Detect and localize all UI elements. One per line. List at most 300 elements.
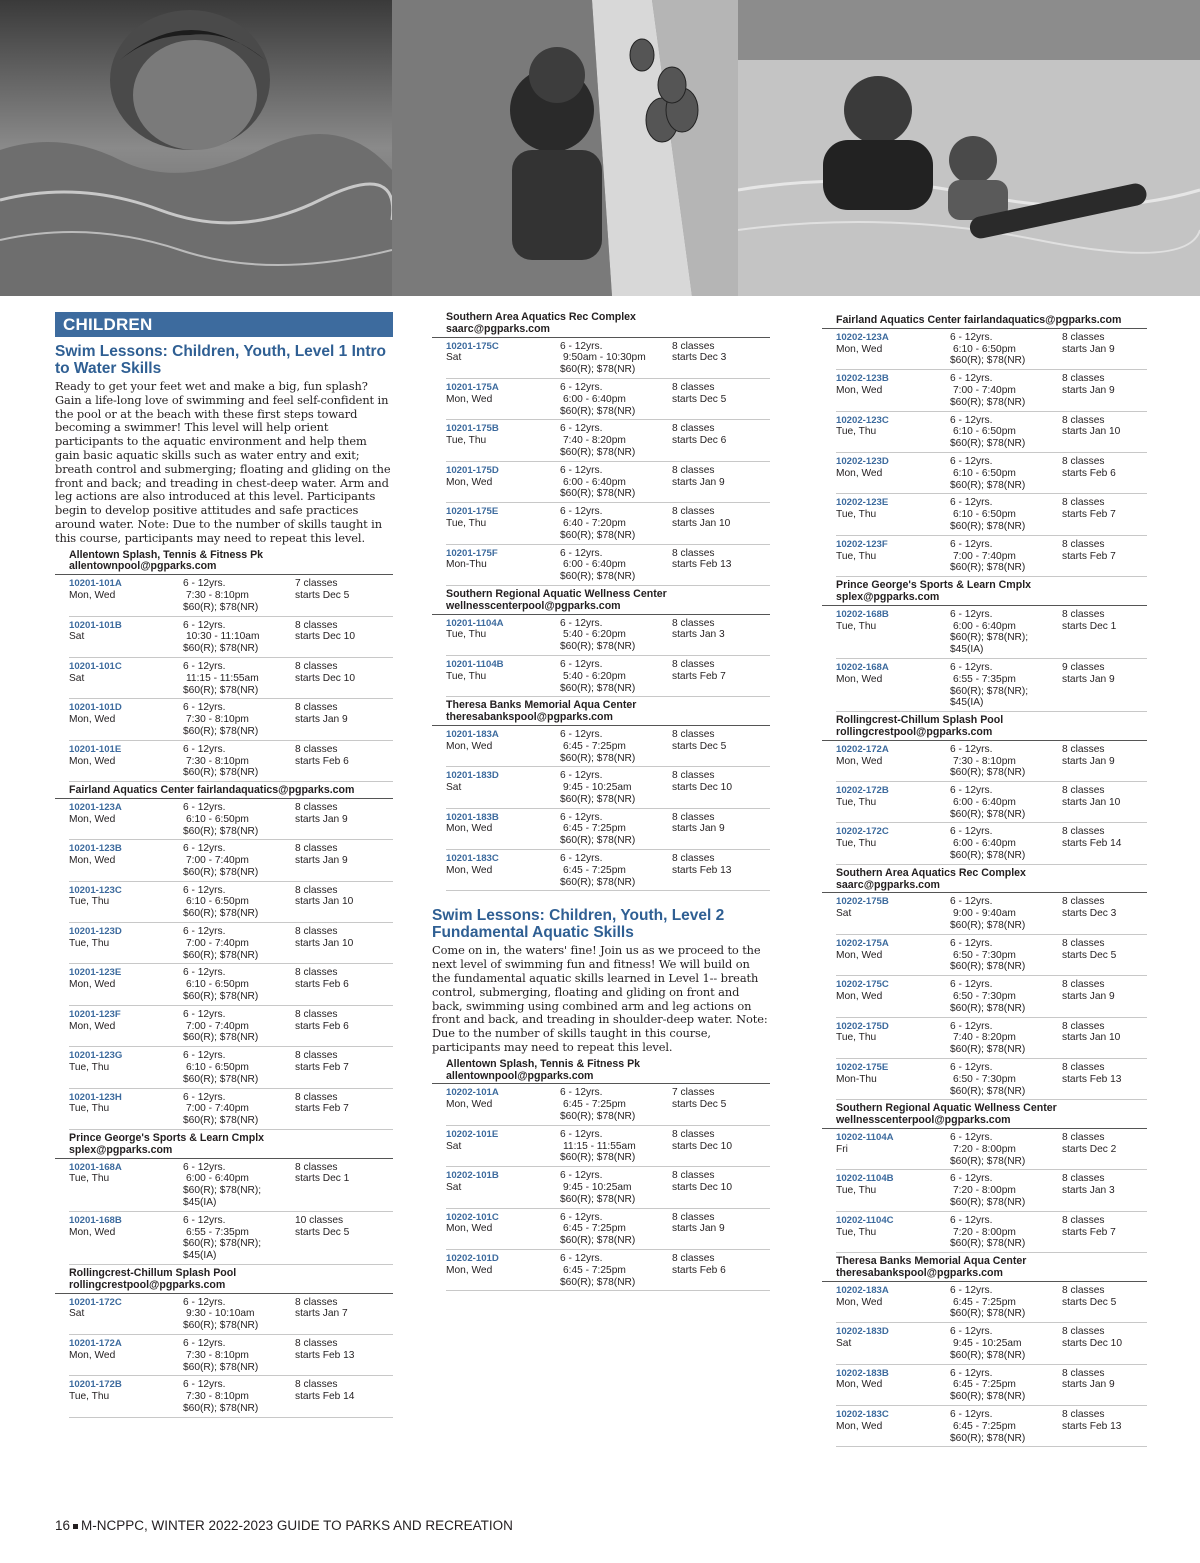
level2-listings-part2 xyxy=(822,315,1147,1447)
class-code[interactable]: 10202-183A xyxy=(836,1284,889,1296)
class-row[interactable] xyxy=(69,658,393,699)
class-cell-time xyxy=(183,885,295,920)
class-cell-time xyxy=(183,702,295,737)
class-cell-id xyxy=(836,1062,950,1097)
class-cell-schedule xyxy=(1062,785,1147,820)
class-code[interactable]: 10202-123B xyxy=(836,373,889,385)
location-email[interactable]: saarc@pgparks.com xyxy=(446,322,550,335)
class-time: 10:30 - 11:10am xyxy=(186,631,260,643)
class-age: 6 - 12yrs. xyxy=(183,801,226,813)
class-code[interactable]: 10202-168B xyxy=(836,608,889,620)
class-row[interactable] xyxy=(69,799,393,840)
class-cell-id xyxy=(69,744,183,779)
class-code[interactable]: 10202-183D xyxy=(836,1326,889,1338)
class-time: 11:15 - 11:55am xyxy=(563,1140,636,1152)
class-code[interactable]: 10202-101B xyxy=(446,1170,499,1182)
class-row[interactable] xyxy=(446,1167,770,1208)
class-cell-schedule xyxy=(672,1253,770,1288)
location-email[interactable]: saarc@pgparks.com xyxy=(836,878,940,891)
class-start: starts Dec 5 xyxy=(672,393,727,405)
class-start: starts Jan 9 xyxy=(672,1223,725,1235)
class-row[interactable] xyxy=(836,741,1147,782)
class-row[interactable] xyxy=(446,1209,770,1250)
class-time: 7:30 - 8:10pm xyxy=(186,589,249,601)
class-cell-time xyxy=(183,967,295,1002)
class-cell-schedule xyxy=(1062,1326,1147,1361)
location-email[interactable]: theresabankspool@pgparks.com xyxy=(836,1266,1003,1279)
class-code[interactable]: 10202-123D xyxy=(836,455,889,467)
class-count: 8 classes xyxy=(295,884,338,896)
class-row[interactable] xyxy=(446,850,770,891)
class-cell-time xyxy=(950,373,1062,408)
class-days: Tue, Thu xyxy=(446,629,487,641)
location-header xyxy=(822,1103,1147,1129)
class-fee: $60(R); $78(NR) xyxy=(560,876,636,888)
class-code[interactable]: 10202-172A xyxy=(836,743,889,755)
class-fee: $60(R); $78(NR) xyxy=(560,405,636,417)
class-code[interactable]: 10201-101B xyxy=(69,619,122,631)
class-cell-schedule xyxy=(1062,979,1147,1014)
class-cell-schedule xyxy=(1062,1368,1147,1403)
class-cell-time xyxy=(560,1170,672,1205)
class-code[interactable]: 10201-172A xyxy=(69,1337,122,1349)
class-cell-time xyxy=(950,497,1062,532)
class-cell-id xyxy=(446,1253,560,1288)
class-cell-id xyxy=(446,341,560,376)
class-fee: $60(R); $78(NR) xyxy=(950,1044,1026,1056)
location-email[interactable]: allentownpool@pgparks.com xyxy=(69,560,217,573)
class-age: 6 - 12yrs. xyxy=(183,1050,226,1062)
class-age: 6 - 12yrs. xyxy=(950,331,993,343)
class-cell-schedule xyxy=(1062,1021,1147,1056)
class-days: Mon, Wed xyxy=(446,1264,493,1276)
class-cell-id xyxy=(69,1215,183,1262)
class-code[interactable]: 10201-172C xyxy=(69,1296,122,1308)
class-row[interactable] xyxy=(69,1376,393,1417)
class-row[interactable] xyxy=(836,782,1147,823)
class-count: 8 classes xyxy=(672,506,715,518)
class-time: 7:00 - 7:40pm xyxy=(186,1020,249,1032)
class-time: 6:45 - 7:25pm xyxy=(563,1264,626,1276)
class-age: 6 - 12yrs. xyxy=(183,1337,226,1349)
class-fee: $60(R); $78(NR) xyxy=(560,641,636,653)
class-fee: $60(R); $78(NR) xyxy=(950,961,1026,973)
class-code[interactable]: 10201-101E xyxy=(69,743,122,755)
class-code[interactable]: 10201-175F xyxy=(446,547,498,559)
class-count: 8 classes xyxy=(295,1008,338,1020)
location-email[interactable]: theresabankspool@pgparks.com xyxy=(446,711,613,724)
location-email[interactable]: rollingcrestpool@pgparks.com xyxy=(836,725,993,738)
level2-title: Swim Lessons: Children, Youth, Level 2 Fundamental Aquatic Skills xyxy=(432,907,725,942)
location-header xyxy=(55,785,393,799)
class-cell-id xyxy=(836,938,950,973)
class-time: 6:10 - 6:50pm xyxy=(186,813,249,825)
class-fee: $60(R); $78(NR); $45(IA) xyxy=(950,685,1029,709)
class-row[interactable] xyxy=(69,1294,393,1335)
class-row[interactable] xyxy=(836,370,1147,411)
class-code[interactable]: 10201-123C xyxy=(69,884,122,896)
class-age: 6 - 12yrs. xyxy=(950,538,993,550)
class-cell-id xyxy=(69,1092,183,1127)
class-code[interactable]: 10201-175C xyxy=(446,340,499,352)
class-cell-schedule xyxy=(672,382,770,417)
class-code[interactable]: 10201-175D xyxy=(446,464,499,476)
class-code[interactable]: 10201-101D xyxy=(69,702,122,714)
class-row[interactable] xyxy=(836,606,1147,659)
class-age: 6 - 12yrs. xyxy=(950,1367,993,1379)
class-cell-id xyxy=(69,1379,183,1414)
class-code[interactable]: 10202-123C xyxy=(836,414,889,426)
class-cell-id xyxy=(836,332,950,367)
class-row[interactable] xyxy=(836,893,1147,934)
class-code[interactable]: 10201-123H xyxy=(69,1091,122,1103)
class-code[interactable]: 10202-101A xyxy=(446,1087,499,1099)
class-start: starts Feb 14 xyxy=(1062,838,1122,850)
class-cell-schedule xyxy=(295,1092,393,1127)
class-row[interactable] xyxy=(836,412,1147,453)
class-row[interactable] xyxy=(69,741,393,782)
class-time: 6:00 - 6:40pm xyxy=(563,476,626,488)
location-email[interactable]: wellnesscenterpool@pgparks.com xyxy=(446,599,621,612)
class-fee: $60(R); $78(NR) xyxy=(560,835,636,847)
class-row[interactable] xyxy=(69,617,393,658)
class-row[interactable] xyxy=(446,615,770,656)
class-fee: $60(R); $78(NR) xyxy=(183,643,259,655)
class-row[interactable] xyxy=(836,1129,1147,1170)
class-count: 8 classes xyxy=(672,1170,715,1182)
class-cell-id xyxy=(69,885,183,920)
class-age: 6 - 12yrs. xyxy=(560,423,603,435)
class-time: 6:45 - 7:25pm xyxy=(563,1099,626,1111)
class-row[interactable] xyxy=(69,1159,393,1212)
class-days: Mon, Wed xyxy=(446,1223,493,1235)
class-fee: $60(R); $78(NR) xyxy=(560,1235,636,1247)
class-code[interactable]: 10202-183B xyxy=(836,1367,889,1379)
class-code[interactable]: 10201-123E xyxy=(69,967,122,979)
class-count: 8 classes xyxy=(295,1379,338,1391)
class-age: 6 - 12yrs. xyxy=(183,1091,226,1103)
class-fee: $60(R); $78(NR) xyxy=(950,767,1026,779)
class-row[interactable] xyxy=(446,1126,770,1167)
class-start: starts Feb 6 xyxy=(295,1020,349,1032)
class-row[interactable] xyxy=(836,1212,1147,1253)
class-time: 6:45 - 7:25pm xyxy=(953,1379,1016,1391)
class-start: starts Feb 6 xyxy=(295,755,349,767)
class-cell-id xyxy=(69,1297,183,1332)
class-row[interactable] xyxy=(446,338,770,379)
class-code[interactable]: 10201-183C xyxy=(446,853,499,865)
class-start: starts Dec 3 xyxy=(1062,908,1117,920)
class-row[interactable] xyxy=(836,659,1147,712)
level1-description: Ready to get your feet wet and make a big, fun splash? Gain a life-long love of swimming and feel self-confident in the pool or at the beach with these first steps toward becoming a swimmer! This level will help orient participants to the aquatic environment and help them gain basic aquatic skills such as water entry and exit; breath control and submerging; floating and gliding on the front and back; and treading in chest-deep water. Arm and leg actions are also introduced at this level. Participants begin to develop positive attitudes and safe practices around water. Note: Due to the number of skills taught in this course, participants may need to repeat this level. xyxy=(55,379,391,545)
class-row[interactable] xyxy=(446,420,770,461)
class-row[interactable] xyxy=(836,1059,1147,1100)
class-code[interactable]: 10202-123E xyxy=(836,497,889,509)
class-row[interactable] xyxy=(446,462,770,503)
class-code[interactable]: 10201-123F xyxy=(69,1008,121,1020)
class-row[interactable] xyxy=(836,976,1147,1017)
class-start: starts Feb 7 xyxy=(672,670,726,682)
class-code[interactable]: 10202-168A xyxy=(836,661,889,673)
class-start: starts Jan 9 xyxy=(1062,343,1115,355)
class-row[interactable] xyxy=(69,964,393,1005)
class-code[interactable]: 10202-175E xyxy=(836,1062,889,1074)
class-row[interactable] xyxy=(69,699,393,740)
class-days: Mon, Wed xyxy=(446,864,493,876)
class-list xyxy=(822,329,1147,577)
class-code[interactable]: 10201-183A xyxy=(446,728,499,740)
class-cell-schedule xyxy=(672,1129,770,1164)
class-days: Mon, Wed xyxy=(836,384,883,396)
class-code[interactable]: 10202-101D xyxy=(446,1253,499,1264)
class-cell-schedule xyxy=(295,843,393,878)
class-days: Tue, Thu xyxy=(836,426,877,438)
class-count: 8 classes xyxy=(1062,1367,1105,1379)
class-code[interactable]: 10201-172B xyxy=(69,1379,122,1391)
class-days: Mon, Wed xyxy=(446,1099,493,1111)
class-row[interactable] xyxy=(69,1089,393,1130)
class-start: starts Jan 3 xyxy=(1062,1185,1115,1197)
class-fee: $60(R); $78(NR) xyxy=(183,908,259,920)
class-code[interactable]: 10202-123F xyxy=(836,538,888,550)
class-start: starts Dec 5 xyxy=(295,589,350,601)
class-start: starts Jan 9 xyxy=(1062,1379,1115,1391)
class-cell-time xyxy=(560,1129,672,1164)
class-row[interactable] xyxy=(446,1250,770,1291)
class-fee: $60(R); $78(NR) xyxy=(950,396,1026,408)
class-days: Mon, Wed xyxy=(446,476,493,488)
class-time: 7:20 - 8:00pm xyxy=(953,1143,1016,1155)
class-cell-id xyxy=(836,1409,950,1444)
class-age: 6 - 12yrs. xyxy=(950,497,993,509)
class-age: 6 - 12yrs. xyxy=(183,926,226,938)
class-row[interactable] xyxy=(69,1335,393,1376)
class-time: 7:00 - 7:40pm xyxy=(186,937,249,949)
class-start: starts Feb 7 xyxy=(1062,1226,1116,1238)
class-start: starts Jan 9 xyxy=(672,823,725,835)
class-row[interactable] xyxy=(69,923,393,964)
class-code[interactable]: 10202-172C xyxy=(836,826,889,838)
class-code[interactable]: 10201-183D xyxy=(446,770,499,782)
class-row[interactable] xyxy=(69,840,393,881)
location-block xyxy=(55,1133,393,1265)
class-days: Mon-Thu xyxy=(836,1073,877,1085)
location-name: Southern Area Aquatics Rec Complex xyxy=(836,866,1026,879)
class-age: 6 - 12yrs. xyxy=(560,658,603,670)
class-count: 8 classes xyxy=(1062,1062,1105,1074)
class-row[interactable] xyxy=(836,1282,1147,1323)
class-time: 7:20 - 8:00pm xyxy=(953,1226,1016,1238)
class-code[interactable]: 10201-175E xyxy=(446,506,499,518)
class-cell-schedule xyxy=(295,1338,393,1373)
class-row[interactable] xyxy=(446,379,770,420)
class-days: Sat xyxy=(446,1140,462,1152)
class-row[interactable] xyxy=(446,1084,770,1125)
class-count: 8 classes xyxy=(1062,937,1105,949)
class-code[interactable]: 10201-1104A xyxy=(446,617,504,629)
class-code[interactable]: 10201-168A xyxy=(69,1161,122,1173)
location-email[interactable]: splex@pgparks.com xyxy=(836,590,940,603)
class-days: Tue, Thu xyxy=(836,838,877,850)
location-header xyxy=(432,312,770,338)
class-code[interactable]: 10201-1104B xyxy=(446,658,504,670)
column-1 xyxy=(55,312,393,1421)
class-row[interactable] xyxy=(69,882,393,923)
location-email[interactable]: wellnesscenterpool@pgparks.com xyxy=(836,1114,1011,1127)
class-start: starts Feb 7 xyxy=(1062,550,1116,562)
location-block xyxy=(822,1103,1147,1253)
class-row[interactable] xyxy=(836,329,1147,370)
class-cell-time xyxy=(183,744,295,779)
class-count: 8 classes xyxy=(295,619,338,631)
class-row[interactable] xyxy=(836,536,1147,577)
class-code[interactable]: 10202-1104A xyxy=(836,1132,894,1144)
class-age: 6 - 12yrs. xyxy=(560,1253,603,1264)
class-age: 6 - 12yrs. xyxy=(560,547,603,559)
class-count: 8 classes xyxy=(295,801,338,813)
class-row[interactable] xyxy=(836,1018,1147,1059)
location-email[interactable]: rollingcrestpool@pgparks.com xyxy=(69,1278,226,1291)
class-row[interactable] xyxy=(69,1006,393,1047)
class-cell-schedule xyxy=(1062,497,1147,532)
class-age: 6 - 12yrs. xyxy=(560,617,603,629)
class-code[interactable]: 10201-183B xyxy=(446,811,499,823)
class-days: Mon, Wed xyxy=(69,714,116,726)
class-start: starts Feb 7 xyxy=(1062,509,1116,521)
class-start: starts Jan 9 xyxy=(295,714,348,726)
class-cell-time xyxy=(183,1050,295,1085)
class-code[interactable]: 10202-1104B xyxy=(836,1173,894,1185)
class-days: Mon-Thu xyxy=(446,559,487,571)
class-code[interactable]: 10202-175C xyxy=(836,979,889,991)
class-row[interactable] xyxy=(836,453,1147,494)
class-row[interactable] xyxy=(836,823,1147,864)
class-cell-schedule xyxy=(295,578,393,613)
class-age: 6 - 12yrs. xyxy=(950,373,993,385)
class-count: 8 classes xyxy=(1062,414,1105,426)
class-row[interactable] xyxy=(446,503,770,544)
page-number: 16 xyxy=(55,1518,71,1533)
class-cell-time xyxy=(950,539,1062,574)
class-code[interactable]: 10202-183C xyxy=(836,1408,889,1420)
class-fee: $60(R); $78(NR) xyxy=(183,1361,259,1373)
class-age: 6 - 12yrs. xyxy=(950,1326,993,1338)
class-row[interactable] xyxy=(836,1406,1147,1447)
class-row[interactable] xyxy=(836,494,1147,535)
class-cell-schedule xyxy=(1062,609,1147,656)
class-row[interactable] xyxy=(446,656,770,697)
class-fee: $60(R); $78(NR); $45(IA) xyxy=(183,1185,262,1209)
class-code[interactable]: 10201-123B xyxy=(69,843,122,855)
class-code[interactable]: 10202-101E xyxy=(446,1128,499,1140)
class-count: 8 classes xyxy=(295,967,338,979)
class-code[interactable]: 10202-175B xyxy=(836,896,889,908)
class-code[interactable]: 10202-175A xyxy=(836,937,889,949)
class-row[interactable] xyxy=(836,1365,1147,1406)
class-cell-schedule xyxy=(1062,826,1147,861)
class-code[interactable]: 10201-175A xyxy=(446,381,499,393)
class-cell-time xyxy=(950,1368,1062,1403)
class-row[interactable] xyxy=(446,809,770,850)
class-cell-id xyxy=(836,373,950,408)
class-code[interactable]: 10201-123G xyxy=(69,1050,123,1062)
class-start: starts Jan 9 xyxy=(295,813,348,825)
class-cell-time xyxy=(560,770,672,805)
class-age: 6 - 12yrs. xyxy=(950,1284,993,1296)
class-cell-id xyxy=(836,979,950,1014)
class-days: Sat xyxy=(69,672,85,684)
class-cell-time xyxy=(560,548,672,583)
class-cell-time xyxy=(183,843,295,878)
class-row[interactable] xyxy=(69,1212,393,1265)
class-days: Mon, Wed xyxy=(69,1226,116,1238)
class-code[interactable]: 10202-1104C xyxy=(836,1214,894,1226)
class-cell-id xyxy=(446,659,560,694)
class-cell-schedule xyxy=(295,1009,393,1044)
section-banner: CHILDREN xyxy=(55,312,393,337)
class-fee: $60(R); $78(NR) xyxy=(560,1152,636,1164)
class-days: Mon, Wed xyxy=(446,823,493,835)
class-cell-schedule xyxy=(1062,938,1147,973)
class-cell-time xyxy=(950,662,1062,709)
location-email[interactable]: splex@pgparks.com xyxy=(69,1143,173,1156)
class-cell-schedule xyxy=(672,548,770,583)
class-row[interactable] xyxy=(836,1170,1147,1211)
class-row[interactable] xyxy=(446,545,770,586)
class-start: starts Feb 7 xyxy=(295,1103,349,1115)
class-count: 8 classes xyxy=(672,728,715,740)
class-cell-id xyxy=(836,1021,950,1056)
class-row[interactable] xyxy=(69,575,393,616)
class-time: 6:50 - 7:30pm xyxy=(953,991,1016,1003)
class-age: 6 - 12yrs. xyxy=(560,464,603,476)
class-days: Tue, Thu xyxy=(446,517,487,529)
class-time: 6:00 - 6:40pm xyxy=(953,620,1016,632)
class-time: 6:10 - 6:50pm xyxy=(186,1062,249,1074)
class-fee: $60(R); $78(NR) xyxy=(950,1085,1026,1097)
class-code[interactable]: 10201-101A xyxy=(69,578,122,590)
class-code[interactable]: 10201-123A xyxy=(69,801,122,813)
class-start: starts Jan 9 xyxy=(1062,755,1115,767)
class-code[interactable]: 10201-123D xyxy=(69,926,122,938)
class-row[interactable] xyxy=(69,1047,393,1088)
class-age: 6 - 12yrs. xyxy=(183,1008,226,1020)
class-days: Mon, Wed xyxy=(446,740,493,752)
class-row[interactable] xyxy=(446,767,770,808)
class-start: starts Jan 10 xyxy=(295,937,354,949)
class-code[interactable]: 10201-175B xyxy=(446,423,499,435)
class-code[interactable]: 10202-101C xyxy=(446,1211,499,1223)
class-days: Mon, Wed xyxy=(836,1379,883,1391)
class-row[interactable] xyxy=(446,726,770,767)
class-cell-schedule xyxy=(295,1215,393,1262)
class-cell-time xyxy=(560,853,672,888)
class-code[interactable]: 10202-172B xyxy=(836,785,889,797)
class-cell-time xyxy=(560,1253,672,1288)
class-cell-id xyxy=(836,662,950,709)
class-fee: $60(R); $78(NR) xyxy=(183,866,259,878)
class-code[interactable]: 10201-101C xyxy=(69,660,122,672)
class-fee: $60(R); $78(NR); $45(IA) xyxy=(183,1238,262,1262)
class-row[interactable] xyxy=(836,935,1147,976)
class-code[interactable]: 10202-123A xyxy=(836,331,889,343)
location-email[interactable]: allentownpool@pgparks.com xyxy=(446,1069,594,1082)
class-code[interactable]: 10202-175D xyxy=(836,1020,889,1032)
class-cell-schedule xyxy=(295,967,393,1002)
class-code[interactable]: 10201-168B xyxy=(69,1214,122,1226)
class-count: 8 classes xyxy=(672,770,715,782)
class-row[interactable] xyxy=(836,1323,1147,1364)
